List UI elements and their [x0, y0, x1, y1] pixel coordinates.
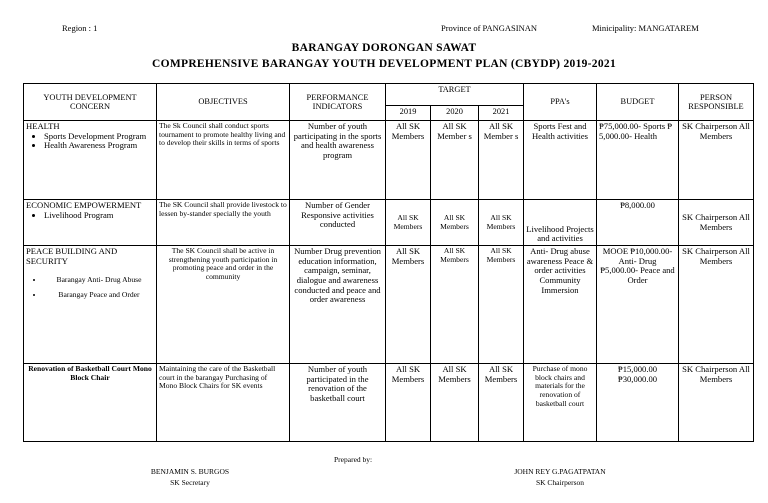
- target-2021-cell: All SK Members: [479, 200, 524, 246]
- target-2020-cell: All SK Members: [431, 246, 479, 364]
- concern-cell: [24, 200, 157, 246]
- barangay-title: BARANGAY DORONGAN SAWAT: [291, 42, 477, 54]
- concern-title: ECONOMIC EMPOWERMENT: [26, 200, 142, 210]
- header-2021: 2021: [479, 106, 524, 121]
- target-2021-cell: All SK Members: [479, 364, 524, 442]
- person-cell: SK Chairperson All Members: [679, 246, 754, 364]
- ppa-cell: Sports Fest and Health activities: [524, 121, 597, 200]
- budget-cell: ₱75,000.00- Sports ₱ 5,000.00- Health: [597, 121, 679, 200]
- table-row: [24, 121, 754, 200]
- concern-item: • Health Awareness Program: [44, 141, 154, 151]
- objective-cell: Maintaining the care of the Basketball court in the barangay Purchasing of Mono Block Chairs for SK events: [157, 364, 290, 442]
- objective-cell: The Sk Council shall conduct sports tournament to promote healthy living and to develop their skills in terms of sports: [157, 121, 290, 200]
- province-label: Province of PANGASINAN: [441, 23, 538, 33]
- header-person: PERSON RESPONSIBLE: [679, 84, 754, 121]
- header-budget: BUDGET: [597, 84, 679, 121]
- plan-title: COMPREHENSIVE BARANGAY YOUTH DEVELOPMENT PLAN (CBYDP) 2019-2021: [151, 58, 616, 70]
- municipality-label: Minicipality: MANGATAREM: [592, 23, 699, 33]
- concern-cell: [24, 121, 157, 200]
- budget-cell: MOOE ₱10,000.00- Anti- Drug ₱5,000.00- Peace and Order: [597, 246, 679, 364]
- region-label: Region : 1: [62, 23, 98, 33]
- header-ppas: PPA's: [524, 84, 597, 121]
- concern-item: • Livelihood Program: [44, 211, 154, 221]
- target-2021-cell: All SK Member s: [479, 121, 524, 200]
- target-2019-cell: All SK Members: [386, 121, 431, 200]
- concern-title: HEALTH: [26, 121, 60, 131]
- indicator-cell: Number of Gender Responsive activities conducted: [290, 200, 386, 246]
- target-2019-cell: All SK Members: [386, 364, 431, 442]
- target-2020-cell: All SK Members: [431, 200, 479, 246]
- cbydp-table: [23, 83, 754, 442]
- prepared-by-label: Prepared by:: [334, 455, 373, 464]
- concern-title: PEACE BUILDING AND SECURITY: [26, 246, 118, 266]
- ppa-cell: Anti- Drug abuse awareness Peace & order activities Community Immersion: [524, 246, 597, 364]
- header-concern: YOUTH DEVELOPMENT CONCERN: [24, 84, 157, 121]
- target-2020-cell: All SK Member s: [431, 121, 479, 200]
- budget-cell: ₱8,000.00: [597, 200, 679, 246]
- target-2019-cell: All SK Members: [386, 200, 431, 246]
- concern-item: • Barangay Peace and Order: [44, 291, 154, 300]
- target-2020-cell: All SK Members: [431, 364, 479, 442]
- table-row: [24, 200, 754, 246]
- target-2019-cell: All SK Members: [386, 246, 431, 364]
- ppa-cell: Purchase of mono block chairs and materials for the renovation of basketball court: [524, 364, 597, 442]
- budget-cell: ₱15,000.00 ₱30,000.00: [597, 364, 679, 442]
- signer1-title: SK Secretary: [170, 478, 210, 487]
- ppa-cell: Livelihood Projects and activities: [524, 200, 597, 246]
- header-2020: 2020: [431, 106, 479, 121]
- header-objectives: OBJECTIVES: [157, 84, 290, 121]
- target-2021-cell: All SK Members: [479, 246, 524, 364]
- signer2-title: SK Chairperson: [535, 478, 585, 487]
- objective-cell: The SK Council shall be active in strengthening youth participation in promoting peace and order in the community: [157, 246, 290, 364]
- header-2019: 2019: [386, 106, 431, 121]
- concern-item: • Sports Development Program: [44, 132, 154, 142]
- table-row: [24, 364, 754, 442]
- person-cell: SK Chairperson All Members: [679, 364, 754, 442]
- objective-cell: The SK Council shall provide livestock to lessen by-stander specially the youth: [157, 200, 290, 246]
- indicator-cell: Number of youth participated in the renovation of the basketball court: [290, 364, 386, 442]
- concern-item: • Barangay Anti- Drug Abuse: [44, 276, 154, 285]
- signer2-name: JOHN REY G.PAGATPATAN: [514, 467, 606, 476]
- concern-cell: [24, 246, 157, 364]
- signer1-name: BENJAMIN S. BURGOS: [150, 467, 230, 476]
- indicator-cell: Number Drug prevention education information, campaign, seminar, dialogue and awareness conducted and peace and order awareness: [290, 246, 386, 364]
- table-row: [24, 246, 754, 364]
- person-cell: SK Chairperson All Members: [679, 121, 754, 200]
- header-indicators: PERFORMANCE INDICATORS: [290, 84, 386, 121]
- concern-cell: Renovation of Basketball Court Mono Block Chair: [24, 364, 157, 442]
- header-target: TARGET: [386, 84, 524, 106]
- person-cell: SK Chairperson All Members: [679, 200, 754, 246]
- indicator-cell: Number of youth participating in the sports and health awareness program: [290, 121, 386, 200]
